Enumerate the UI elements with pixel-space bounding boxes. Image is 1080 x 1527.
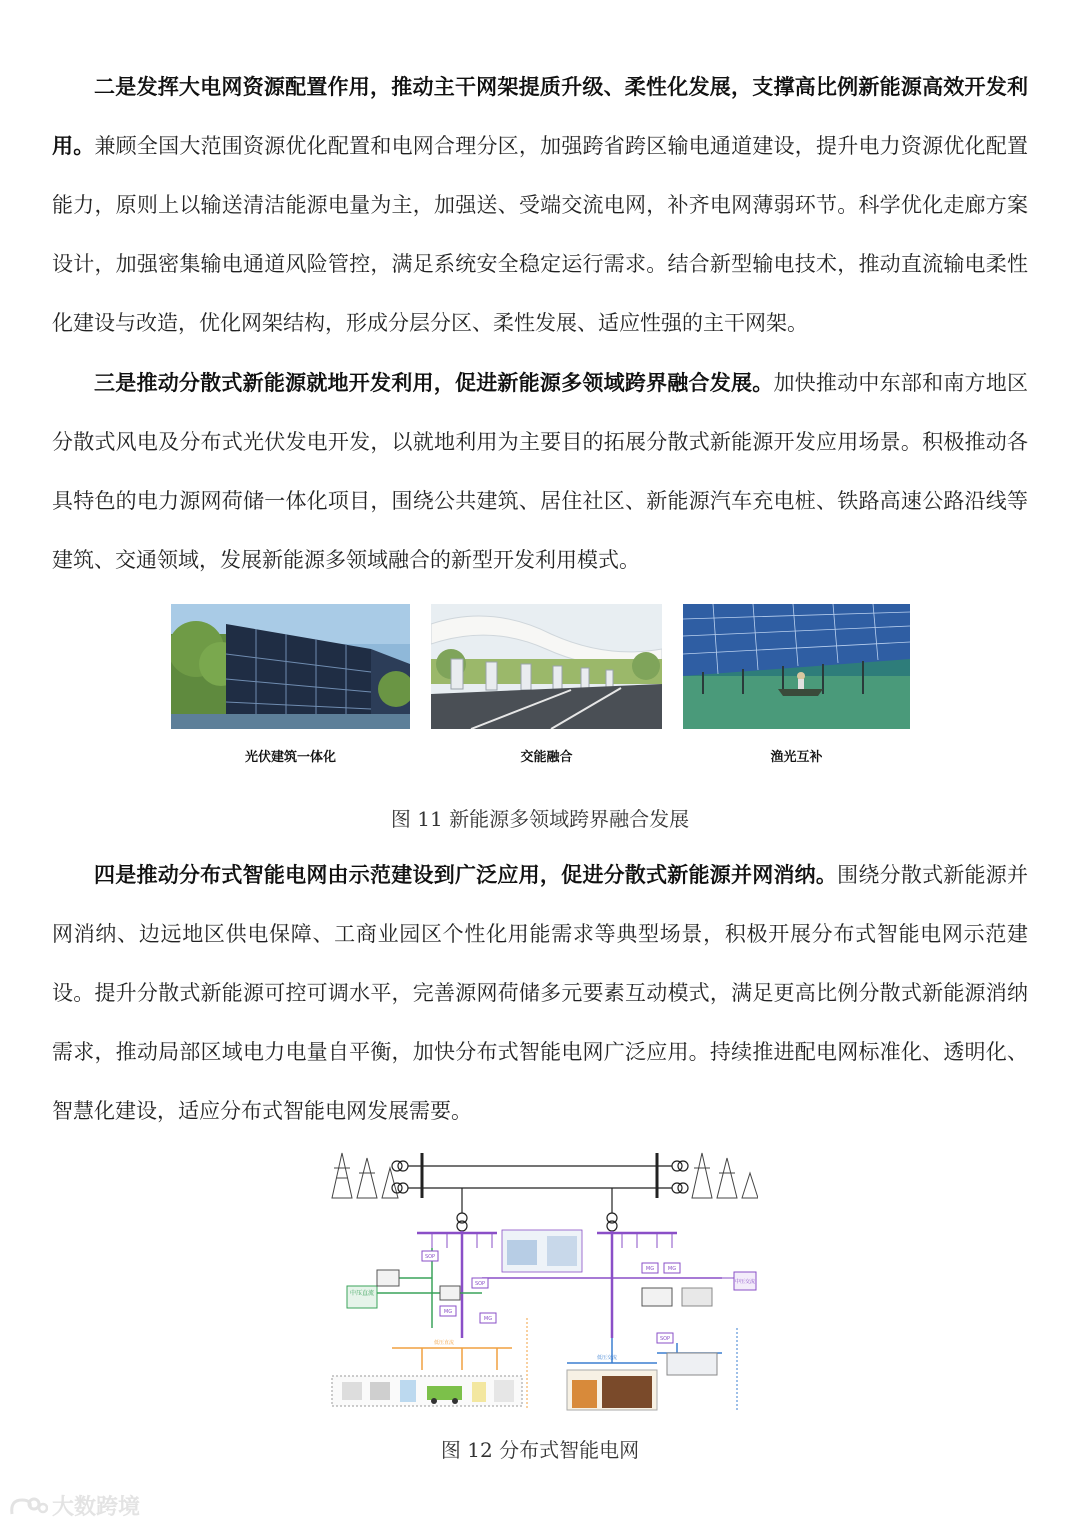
watermark bbox=[8, 1490, 140, 1521]
paragraph-3 bbox=[52, 354, 1028, 590]
lv-ac-label: 低压交流 bbox=[596, 1355, 618, 1361]
mg-label-3: MG bbox=[645, 1266, 655, 1272]
photo-caption-charging: 交能融合 bbox=[520, 750, 573, 765]
lv-dc-label: 低压直流 bbox=[433, 1340, 455, 1346]
sop-label-1: SOP bbox=[424, 1254, 436, 1260]
figure-12-caption: 图 12 分布式智能电网 bbox=[440, 1438, 640, 1462]
sop-label-2: SOP bbox=[474, 1281, 486, 1287]
distributed-smart-grid-diagram bbox=[322, 1148, 758, 1414]
paragraph-2 bbox=[52, 58, 1028, 353]
paragraph-2-body: 兼顾全国大范围资源优化配置和电网合理分区，加强跨省跨区输电通道建设，提升电力资源优化配置能力，原则上以输送清洁能源电量为主，加强送、受端交流电网，补齐电网薄弱环节。科学优化走廊方案设计，加强密集输电通道风险管控，满足系统安全稳定运行需求。结合新型输电技术，推动直流输电柔性化建设与改造，优化网架结构，形成分层分区、柔性发展、适应性强的主干网架。 bbox=[52, 134, 1029, 335]
photo-bipv-building bbox=[171, 604, 410, 729]
photo-charging-station bbox=[431, 604, 662, 729]
paragraph-4-lead: 四是推动分布式智能电网由示范建设到广泛应用，促进分散式新能源并网消纳。 bbox=[94, 863, 838, 887]
photo-caption-bipv: 光伏建筑一体化 bbox=[244, 750, 336, 765]
mg-label-4: MG bbox=[667, 1266, 677, 1272]
watermark-text: 大数跨境 bbox=[52, 1495, 141, 1520]
mg-label-1: MG bbox=[443, 1309, 453, 1315]
figure-11-caption: 图 11 新能源多领域跨界融合发展 bbox=[390, 807, 690, 831]
paragraph-2-lead: 二是发挥大电网资源配置作用，推动主干网架提质升级、柔性化发展，支撑高比例新能源高效开发利用。 bbox=[52, 75, 1028, 158]
watermark-logo-icon bbox=[8, 1494, 48, 1518]
mv-dc-label: 中压直流 bbox=[349, 1290, 375, 1297]
mv-ac-label: 中压交流 bbox=[734, 1279, 756, 1285]
photo-fishery-solar bbox=[683, 604, 910, 729]
photo-caption-fishery: 渔光互补 bbox=[770, 750, 823, 765]
mg-label-2: MG bbox=[483, 1316, 493, 1322]
paragraph-4 bbox=[52, 846, 1028, 1141]
paragraph-3-lead: 三是推动分散式新能源就地开发利用，促进新能源多领域跨界融合发展。 bbox=[94, 371, 774, 395]
paragraph-4-body: 围绕分散式新能源并网消纳、边远地区供电保障、工商业园区个性化用能需求等典型场景，积极开展分布式智能电网示范建设。提升分散式新能源可控可调水平，完善源网荷储多元要素互动模式，满足更高比例分散式新能源消纳需求，推动局部区域电力电量自平衡，加快分布式智能电网广泛应用。持续推进配电网标准化、透明化、智慧化建设，适应分布式智能电网发展需要。 bbox=[52, 863, 1029, 1123]
sop-label-3: SOP bbox=[659, 1336, 671, 1342]
paragraph-3-body: 加快推动中东部和南方地区分散式风电及分布式光伏发电开发，以就地利用为主要目的拓展分散式新能源开发应用场景。积极推动各具特色的电力源网荷储一体化项目，围绕公共建筑、居住社区、新能源汽车充电桩、铁路高速公路沿线等建筑、交通领域，发展新能源多领域融合的新型开发利用模式。 bbox=[52, 371, 1029, 572]
